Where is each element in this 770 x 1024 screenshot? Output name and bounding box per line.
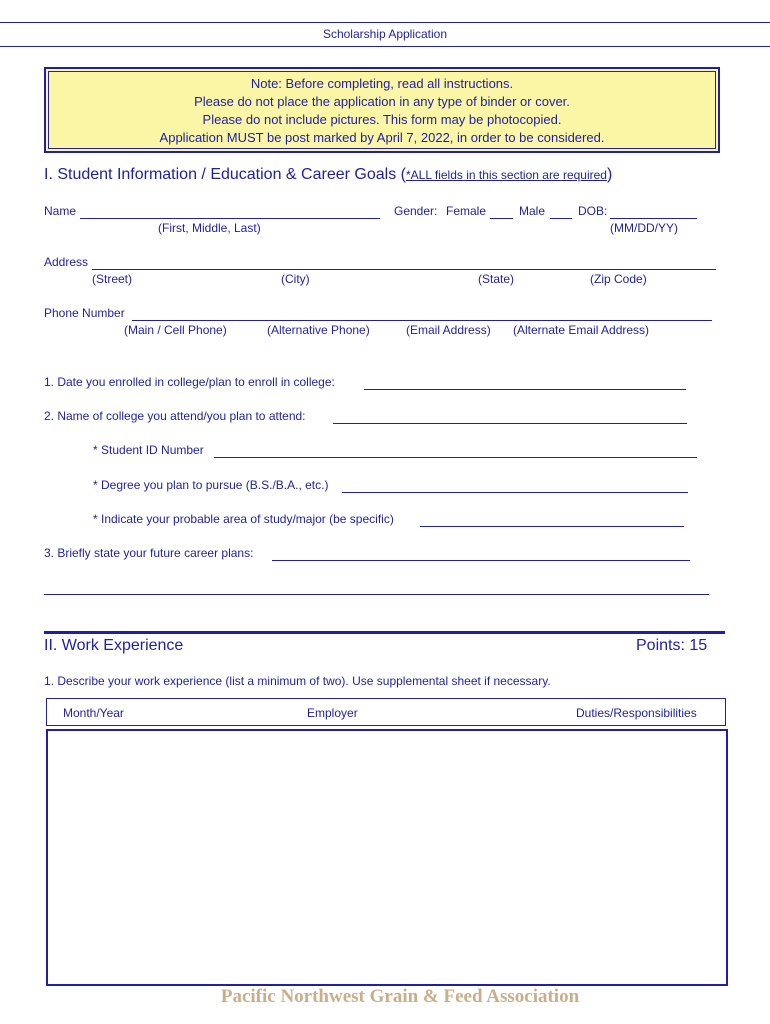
section2-title: II. Work Experience [44, 637, 184, 654]
work-question-label: 1. Describe your work experience (list a minimum of two). Use supplemental sheet if necessary. [44, 674, 551, 688]
name-field[interactable] [80, 218, 380, 219]
section2-rule [44, 631, 725, 634]
section1-title: I. Student Information / Education & Career Goals ( [44, 166, 406, 183]
address-hint-state: (State) [478, 272, 515, 286]
note-line: Note: Before completing, read all instructions. [250, 76, 514, 91]
column-employer: Employer [307, 706, 358, 720]
address-label: Address [44, 255, 89, 269]
required-note: *ALL fields in this section are required [405, 168, 607, 182]
dob-hint: (MM/DD/YY) [610, 221, 678, 235]
phone-hint-alt: (Alternative Phone) [267, 323, 370, 337]
section1-heading [44, 166, 612, 184]
phone-field[interactable] [132, 320, 712, 321]
address-hint-zip: (Zip Code) [590, 272, 647, 286]
note-line: Please do not include pictures. This form may be photocopied. [202, 112, 562, 127]
question-2-label: 2. Name of college you attend/you plan to attend: [44, 409, 306, 423]
question-3-field-line-2[interactable] [44, 594, 709, 595]
degree-label: * Degree you plan to pursue (B.S./B.A., etc.) [93, 478, 329, 492]
column-duties: Duties/Responsibilities [576, 706, 697, 720]
student-id-label: * Student ID Number [93, 443, 204, 457]
phone-hint-alt-email: (Alternate Email Address) [513, 323, 650, 337]
female-label: Female [446, 204, 487, 218]
heading-close: ) [606, 166, 613, 183]
name-hint: (First, Middle, Last) [158, 221, 261, 235]
question-3-field[interactable] [272, 560, 690, 561]
address-hint-city: (City) [281, 272, 310, 286]
footer-org-name: Pacific Northwest Grain & Feed Association [220, 986, 580, 1007]
column-month-year: Month/Year [63, 706, 124, 720]
name-label: Name [44, 204, 77, 218]
address-hint-street: (Street) [92, 272, 133, 286]
phone-hint-email: (Email Address) [406, 323, 491, 337]
instructions-note [44, 67, 720, 153]
phone-hint-main: (Main / Cell Phone) [124, 323, 227, 337]
header-rule-bottom [0, 46, 770, 47]
work-table-body[interactable] [46, 729, 728, 986]
header-rule-top [0, 22, 770, 23]
address-field[interactable] [92, 269, 716, 270]
note-line: Application MUST be post marked by April 7, 2022, in order to be considered. [159, 130, 605, 145]
question-1-field[interactable] [364, 389, 686, 390]
phone-label: Phone Number [44, 306, 125, 320]
student-id-field[interactable] [214, 457, 697, 458]
question-2-field[interactable] [333, 423, 687, 424]
major-label: * Indicate your probable area of study/major (be specific) [93, 512, 394, 526]
dob-label: DOB: [578, 204, 608, 218]
gender-label: Gender: [394, 204, 438, 218]
major-field[interactable] [420, 526, 684, 527]
male-checkbox-line[interactable] [550, 218, 572, 219]
female-checkbox-line[interactable] [490, 218, 513, 219]
page-title: Scholarship Application [322, 27, 448, 41]
question-1-label: 1. Date you enrolled in college/plan to enroll in college: [44, 375, 335, 389]
male-label: Male [519, 204, 546, 218]
dob-field[interactable] [610, 218, 697, 219]
degree-field[interactable] [342, 492, 688, 493]
section2-points: Points: 15 [636, 637, 708, 654]
question-3-label: 3. Briefly state your future career plans: [44, 546, 254, 560]
work-table-header [46, 698, 726, 726]
note-line: Please do not place the application in any type of binder or cover. [194, 94, 570, 109]
